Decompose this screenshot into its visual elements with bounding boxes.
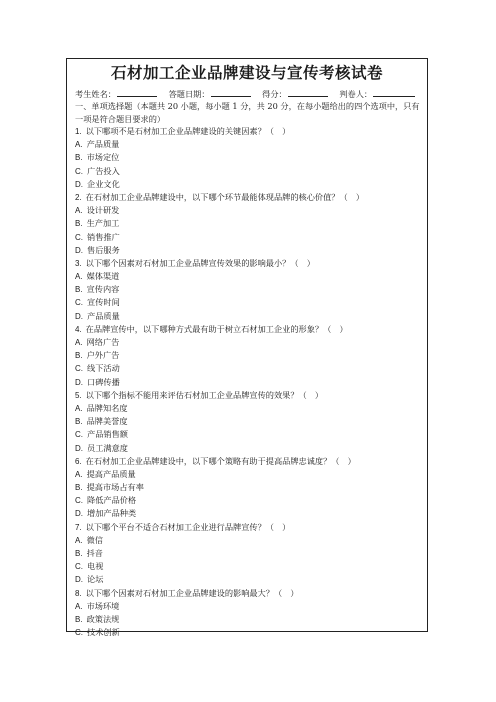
option-letter: B.	[75, 351, 83, 361]
option-text: 宣传时间	[87, 297, 120, 308]
question-number: 4.	[75, 324, 82, 334]
answer-option[interactable]	[75, 138, 425, 151]
option-text: 技术创新	[87, 627, 120, 638]
option-text: 媒体渠道	[86, 271, 120, 282]
question-text: 以下哪个指标不能用来评估石材加工企业品牌宣传的效果？（ ）	[85, 389, 324, 400]
option-text: 提高产品质量	[86, 468, 136, 479]
option-text: 品牌美誉度	[86, 416, 128, 427]
answer-option[interactable]	[75, 204, 425, 217]
option-letter: D.	[75, 245, 83, 255]
option-letter: C.	[75, 298, 83, 308]
answer-option[interactable]	[75, 415, 425, 428]
option-text: 微信	[86, 534, 103, 545]
option-text: 广告投入	[87, 165, 120, 176]
question-text: 以下哪个平台不适合石材加工企业进行品牌宣传？（ ）	[85, 521, 291, 532]
answer-option[interactable]	[75, 494, 425, 507]
option-text: 产品销售额	[87, 429, 128, 440]
answer-option[interactable]	[75, 402, 425, 415]
page-title: 石材加工企业品牌建设与宣传考核试卷	[110, 63, 383, 82]
question-number: 6.	[75, 456, 82, 466]
option-text: 网络广告	[86, 337, 120, 347]
answer-option[interactable]	[75, 244, 425, 257]
option-text: 政策法规	[86, 613, 120, 624]
answer-option[interactable]	[75, 560, 425, 573]
answer-option[interactable]	[75, 336, 425, 349]
answer-option[interactable]	[75, 151, 425, 164]
option-letter: C.	[75, 562, 83, 572]
section-instructions: 一、单项选择题（本题共 20 小题，每小题 1 分，共 20 分，在每小题给出的四个选项中，只有一项是符合题目要求的）	[75, 101, 420, 124]
option-letter: C.	[75, 166, 83, 176]
date-blank	[211, 88, 251, 97]
option-letter: A.	[75, 206, 83, 216]
question-stem	[75, 389, 425, 402]
question-text: 以下哪个因素对石材加工企业品牌建设的影响最大？（ ）	[85, 587, 299, 598]
answer-option[interactable]	[75, 547, 425, 560]
option-letter: B.	[75, 483, 83, 493]
option-text: 生产加工	[86, 218, 120, 229]
answer-option[interactable]	[75, 626, 425, 639]
answer-option[interactable]	[75, 217, 425, 230]
question-stem	[75, 257, 425, 270]
option-letter: A.	[75, 140, 83, 150]
examinee-info-row	[75, 88, 425, 100]
question-text: 在品牌宣传中，以下哪种方式最有助于树立石材加工企业的形象？（ ）	[85, 323, 348, 334]
date-label: 答题日期：	[168, 89, 210, 99]
option-letter: C.	[75, 232, 83, 242]
option-letter: C.	[75, 496, 83, 506]
question-stem	[75, 323, 425, 336]
question-number: 5.	[75, 390, 82, 400]
option-letter: A.	[75, 272, 83, 282]
option-letter: A.	[75, 469, 83, 479]
option-letter: D.	[75, 575, 83, 585]
answer-option[interactable]	[75, 613, 425, 626]
score-blank	[288, 88, 328, 97]
option-text: 户外广告	[86, 350, 120, 361]
option-text: 线下活动	[87, 363, 120, 374]
question-stem	[75, 521, 425, 534]
option-text: 口碑传播	[87, 376, 120, 387]
question-text: 在石材加工企业品牌建设中，以下哪个策略有助于提高品牌忠诚度？（ ）	[85, 455, 356, 466]
answer-option[interactable]	[75, 376, 425, 389]
option-text: 市场定位	[86, 152, 120, 163]
answer-option[interactable]	[75, 481, 425, 494]
answer-option[interactable]	[75, 231, 425, 244]
name-blank	[117, 88, 157, 97]
option-letter: B.	[75, 219, 83, 229]
answer-option[interactable]	[75, 362, 425, 375]
option-letter: D.	[75, 377, 83, 387]
answer-option[interactable]	[75, 428, 425, 441]
option-letter: A.	[75, 403, 83, 413]
answer-option[interactable]	[75, 534, 425, 547]
option-text: 电视	[87, 561, 104, 572]
answer-option[interactable]	[75, 573, 425, 586]
option-text: 市场环境	[86, 600, 120, 611]
option-letter: C.	[75, 628, 83, 638]
question-text: 以下哪个因素对石材加工企业品牌宣传效果的影响最小？（ ）	[85, 257, 315, 268]
question-stem	[75, 191, 425, 204]
option-text: 抖音	[86, 548, 103, 558]
option-text: 宣传内容	[86, 284, 120, 295]
option-letter: B.	[75, 549, 83, 558]
question-list	[75, 125, 425, 639]
option-text: 降低产品价格	[87, 495, 137, 506]
option-letter: B.	[75, 614, 83, 624]
option-letter: D.	[75, 311, 83, 321]
option-letter: B.	[75, 153, 83, 163]
option-letter: C.	[75, 364, 83, 374]
option-text: 设计研发	[86, 205, 120, 216]
score-label: 得分：	[262, 89, 287, 99]
option-text: 论坛	[87, 574, 104, 585]
question-number: 2.	[75, 192, 82, 202]
option-letter: A.	[75, 535, 83, 545]
option-text: 员工满意度	[87, 442, 128, 453]
question-number: 7.	[75, 522, 82, 532]
question-text: 在石材加工企业品牌建设中，以下哪个环节最能体现品牌的核心价值？（ ）	[85, 191, 365, 202]
option-text: 产品质量	[87, 310, 120, 321]
name-label: 考生姓名：	[75, 89, 116, 99]
answer-option[interactable]	[75, 468, 425, 481]
option-letter: C.	[75, 430, 83, 440]
option-letter: B.	[75, 417, 83, 427]
answer-option[interactable]	[75, 296, 425, 309]
option-text: 品牌知名度	[86, 402, 128, 413]
answer-option[interactable]	[75, 349, 425, 362]
option-text: 售后服务	[87, 244, 120, 255]
grader-blank	[373, 88, 415, 97]
question-stem	[75, 125, 425, 138]
question-stem	[75, 455, 425, 468]
option-text: 增加产品种类	[87, 508, 137, 519]
answer-option[interactable]	[75, 178, 425, 191]
option-text: 销售推广	[87, 231, 120, 242]
answer-option[interactable]	[75, 600, 425, 613]
answer-option[interactable]	[75, 442, 425, 455]
question-stem	[75, 587, 425, 600]
option-letter: A.	[75, 601, 83, 611]
answer-option[interactable]	[75, 270, 425, 283]
question-number: 8.	[75, 588, 82, 598]
option-letter: A.	[75, 338, 83, 347]
option-text: 产品质量	[86, 139, 120, 150]
option-text: 提高市场占有率	[86, 482, 144, 493]
answer-option[interactable]	[75, 283, 425, 296]
option-letter: D.	[75, 179, 83, 189]
option-text: 企业文化	[87, 178, 120, 189]
answer-option[interactable]	[75, 507, 425, 520]
answer-option[interactable]	[75, 165, 425, 178]
option-letter: B.	[75, 285, 83, 295]
question-text: 以下哪项不是石材加工企业品牌建设的关键因素？（ ）	[85, 126, 291, 136]
option-letter: D.	[75, 509, 83, 519]
answer-option[interactable]	[75, 310, 425, 323]
question-number: 1.	[75, 127, 82, 136]
question-number: 3.	[75, 258, 82, 268]
option-letter: D.	[75, 443, 83, 453]
grader-label: 判卷人：	[339, 89, 373, 99]
